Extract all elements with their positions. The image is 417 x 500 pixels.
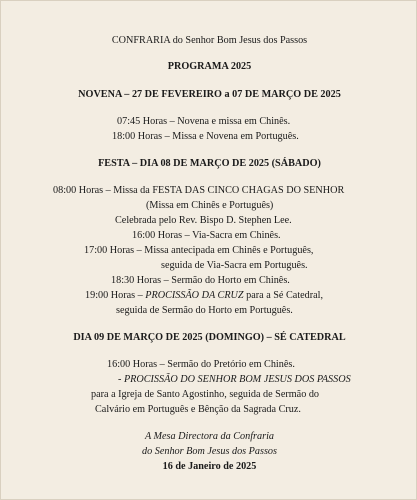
- festa-text: – Missa da FESTA DAS CINCO CHAGAS DO SENHOR: [103, 185, 345, 196]
- festa-time: 19:00 Horas: [85, 290, 136, 301]
- novena-item: [112, 130, 299, 143]
- festa-line: seguida de Sermão do Horto em Português.: [116, 305, 293, 316]
- festa-line: [53, 184, 344, 197]
- novena-title: NOVENA – 27 DE FEVEREIRO a 07 DE MARÇO DE 2025: [78, 89, 341, 100]
- festa-time: 08:00 Horas: [53, 185, 104, 196]
- festa-dash: –: [135, 290, 146, 301]
- festa-line: [111, 274, 290, 287]
- procissao-cruz: PROCISSÃO DA CRUZ: [145, 290, 244, 301]
- festa-line: (Missa em Chinês e Português): [146, 200, 274, 211]
- festa-line: [85, 289, 323, 302]
- programa-title: PROGRAMA 2025: [167, 61, 252, 72]
- festa-text: – Missa antecipada em Chinês e Português,: [134, 245, 314, 256]
- novena-item: [117, 115, 290, 128]
- dia09-text: – Sermão do Pretório em Chinês.: [157, 359, 295, 370]
- footer-confraria: do Senhor Bom Jesus dos Passos: [142, 446, 277, 457]
- festa-text: – Via-Sacra em Chinês.: [182, 230, 281, 241]
- novena-item-time: 07:45 Horas: [117, 116, 168, 127]
- festa-line: seguida de Via-Sacra em Português.: [161, 260, 308, 271]
- dia09-line: Calvário em Português e Bênção da Sagrada Cruz.: [95, 404, 301, 415]
- festa-line: [132, 229, 281, 242]
- festa-text: – Sermão do Horto em Chinês.: [161, 275, 290, 286]
- footer-mesa: A Mesa Directora da Confraria: [144, 431, 275, 442]
- festa-title: FESTA – DIA 08 DE MARÇO DE 2025 (SÁBADO): [98, 158, 321, 169]
- confraria-heading: CONFRARIA do Senhor Bom Jesus dos Passos: [111, 35, 308, 46]
- procissao-senhor: - PROCISSÃO DO SENHOR BOM JESUS DOS PASSOS: [118, 374, 351, 385]
- novena-item-text: – Novena e missa em Chinês.: [167, 116, 291, 127]
- dia09-line: para a Igreja de Santo Agostinho, seguida de Sermão do: [91, 389, 320, 400]
- festa-line: Celebrada pelo Rev. Bispo D. Stephen Lee.: [115, 215, 292, 226]
- festa-time: 16:00 Horas: [132, 230, 183, 241]
- dia09-line: [107, 358, 295, 371]
- dia09-title: DIA 09 DE MARÇO DE 2025 (DOMINGO) – SÉ CATEDRAL: [73, 332, 346, 343]
- novena-item-text: – Missa e Novena em Português.: [162, 131, 299, 142]
- dia09-time: 16:00 Horas: [107, 359, 158, 370]
- novena-item-time: 18:00 Horas: [112, 131, 163, 142]
- festa-time: 18:30 Horas: [111, 275, 162, 286]
- footer-date: 16 de Janeiro de 2025: [162, 461, 257, 472]
- festa-time: 17:00 Horas: [84, 245, 135, 256]
- festa-text: para a Sé Catedral,: [243, 290, 324, 301]
- festa-line: [84, 244, 313, 257]
